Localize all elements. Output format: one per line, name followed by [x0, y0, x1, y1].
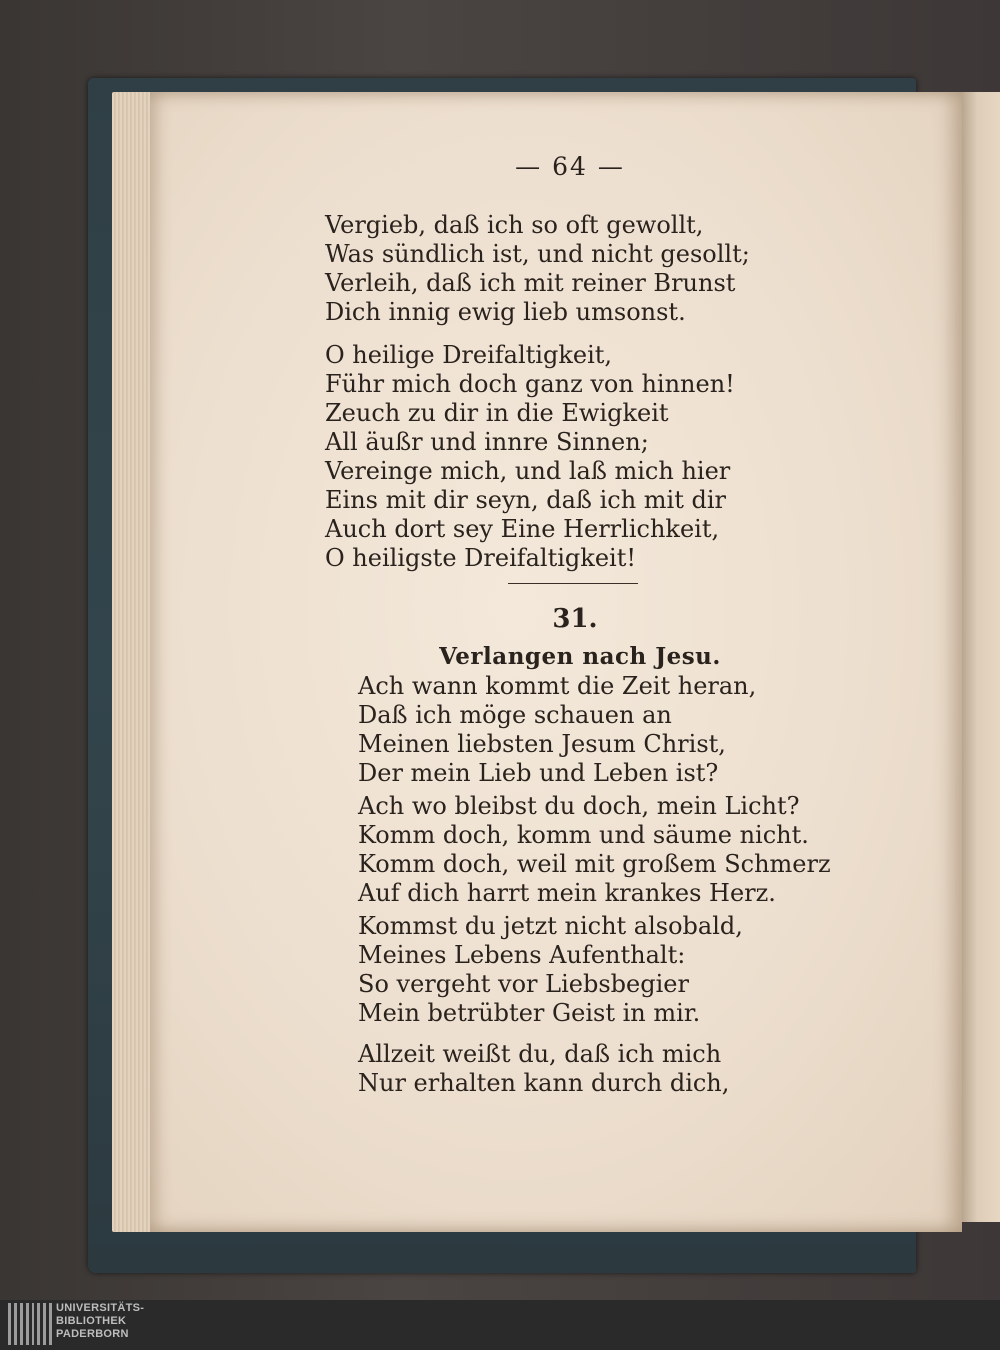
logo-line: BIBLIOTHEK — [56, 1315, 127, 1327]
verse-line: O heilige Dreifaltigkeit, — [325, 341, 613, 369]
stanza-top-1 — [325, 211, 750, 327]
verse-line: All äußr und innre Sinnen; — [325, 428, 649, 456]
facing-page-edge — [962, 92, 1000, 1222]
verse-line: So vergeht vor Liebsbegier — [358, 970, 689, 998]
verse-line: Vereinge mich, und laß mich hier — [325, 457, 731, 485]
verse-line: Ach wann kommt die Zeit heran, — [358, 672, 757, 700]
hymn-number: 31. — [552, 604, 598, 634]
verse-line: Meinen liebsten Jesum Christ, — [358, 730, 726, 758]
verse-line: Daß ich möge schauen an — [358, 701, 672, 729]
hymn-stanza-3 — [358, 912, 743, 1028]
verse-line: Was sündlich ist, und nicht gesollt; — [325, 240, 750, 268]
verse-line: Führ mich doch ganz von hinnen! — [325, 370, 735, 398]
stanza-top-2 — [325, 341, 735, 573]
logo-line: PADERBORN — [56, 1328, 129, 1340]
verse-line: Der mein Lieb und Leben ist? — [358, 759, 719, 787]
hymn-stanza-4 — [358, 1040, 729, 1098]
hymn-title: Verlangen nach Jesu. — [439, 643, 721, 670]
verse-line: Verleih, daß ich mit reiner Brunst — [325, 269, 736, 297]
footer-bar — [0, 1300, 1000, 1350]
library-logo-text — [56, 1302, 144, 1341]
verse-line: Nur erhalten kann durch dich, — [358, 1069, 730, 1097]
verse-line: O heiligste Dreifaltigkeit! — [325, 544, 637, 572]
verse-line: Allzeit weißt du, daß ich mich — [358, 1040, 722, 1068]
verse-line: Ach wo bleibst du doch, mein Licht? — [358, 792, 800, 820]
verse-line: Meines Lebens Aufenthalt: — [358, 941, 686, 969]
page-number: — 64 — — [515, 152, 625, 181]
logo-line: UNIVERSITÄTS- — [56, 1302, 145, 1314]
verse-line: Zeuch zu dir in die Ewigkeit — [325, 399, 669, 427]
verse-line: Mein betrübter Geist in mir. — [358, 999, 701, 1027]
verse-line: Komm doch, komm und säume nicht. — [358, 821, 809, 849]
verse-line: Auch dort sey Eine Herrlichkeit, — [325, 515, 720, 543]
section-divider — [508, 583, 638, 584]
hymn-stanza-2 — [358, 792, 831, 908]
verse-line: Vergieb, daß ich so oft gewollt, — [325, 211, 704, 239]
verse-line: Eins mit dir seyn, daß ich mit dir — [325, 486, 726, 514]
verse-line: Kommst du jetzt nicht alsobald, — [358, 912, 743, 940]
hymn-stanza-1 — [358, 672, 756, 788]
verse-line: Auf dich harrt mein krankes Herz. — [358, 879, 776, 907]
verse-line: Dich innig ewig lieb umsonst. — [325, 298, 686, 326]
library-logo-icon — [8, 1303, 52, 1345]
verse-line: Komm doch, weil mit großem Schmerz — [358, 850, 831, 878]
